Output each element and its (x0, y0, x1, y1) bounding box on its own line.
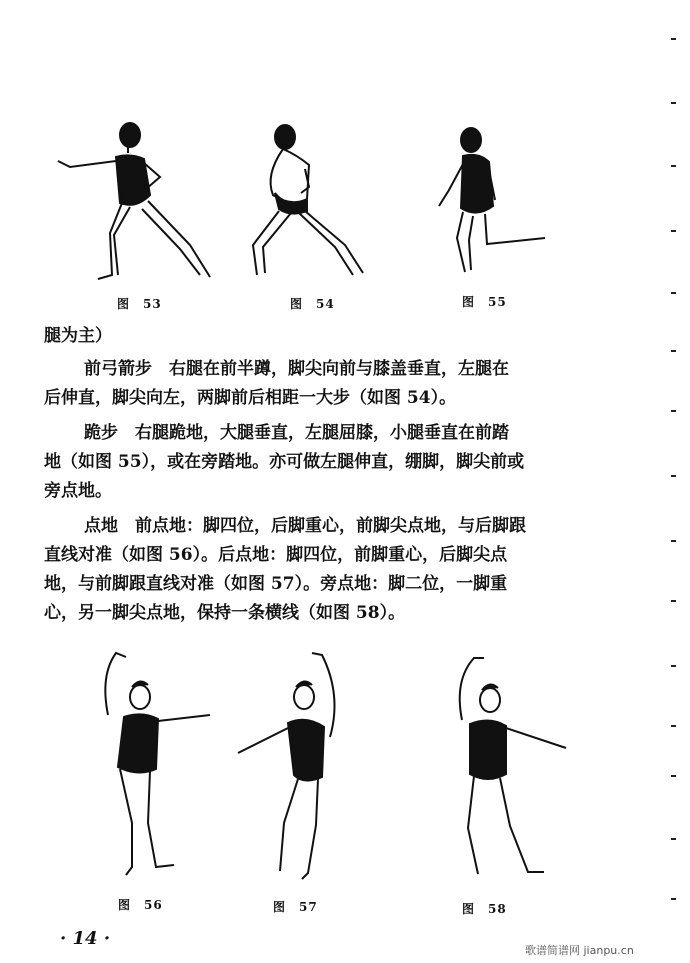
edge-mark (671, 230, 676, 232)
edge-mark (671, 350, 676, 352)
caption-54: 图 54 (290, 297, 335, 311)
edge-mark (671, 102, 676, 104)
dancer-illustration-back-point (232, 645, 352, 885)
edge-mark (671, 540, 676, 542)
edge-mark (671, 165, 676, 167)
paragraph-3-line-1: 点地 前点地：脚四位，后脚重心，前脚尖点地，与后脚跟 (84, 516, 526, 536)
edge-mark (671, 838, 676, 840)
dancer-illustration-front-point (92, 645, 222, 880)
figure-57 (232, 645, 352, 885)
edge-mark (671, 775, 676, 777)
paragraph-1-line-2: 后伸直，脚尖向左，两脚前后相距一大步（如图 54）。 (44, 388, 457, 408)
figure-53 (50, 115, 230, 290)
figure-54 (235, 115, 375, 280)
dancer-illustration-kneeling (425, 120, 565, 280)
figure-55 (425, 120, 565, 280)
caption-56: 图 56 (118, 898, 163, 912)
paragraph-2-line-3: 旁点地。 (44, 481, 112, 501)
caption-57: 图 57 (273, 900, 318, 914)
page-number: · 14 · (60, 928, 111, 949)
edge-mark (671, 898, 676, 900)
paragraph-3-line-2: 直线对准（如图 56）。后点地：脚四位，前脚重心，后脚尖点 (44, 545, 508, 565)
figure-58 (448, 650, 578, 885)
dancer-illustration-forward-lunge (235, 115, 375, 280)
dancer-illustration-side-point (448, 650, 578, 885)
figure-56 (92, 645, 222, 880)
edge-mark (671, 665, 676, 667)
edge-mark (671, 725, 676, 727)
edge-mark (671, 410, 676, 412)
edge-mark (671, 292, 676, 294)
paragraph-2-line-1: 跪步 右腿跪地，大腿垂直，左腿屈膝，小腿垂直在前踏 (84, 423, 509, 443)
watermark: 歌谱简谱网 jianpu.cn (525, 944, 634, 957)
caption-53: 图 53 (117, 297, 162, 311)
caption-55: 图 55 (462, 295, 507, 309)
edge-mark (671, 38, 676, 40)
dancer-illustration-lunge (50, 115, 230, 290)
caption-58: 图 58 (462, 902, 507, 916)
edge-mark (671, 600, 676, 602)
edge-mark (671, 475, 676, 477)
paragraph-1-line-1: 前弓箭步 右腿在前半蹲，脚尖向前与膝盖垂直，左腿在 (84, 359, 509, 379)
text-line-0: 腿为主） (44, 326, 112, 346)
paragraph-3-line-4: 心，另一脚尖点地，保持一条横线（如图 58）。 (44, 603, 406, 623)
paragraph-3-line-3: 地，与前脚跟直线对准（如图 57）。旁点地：脚二位，一脚重 (44, 574, 508, 594)
body-text (44, 322, 604, 628)
paragraph-2-line-2: 地（如图 55），或在旁踏地。亦可做左腿伸直，绷脚，脚尖前或 (44, 452, 525, 472)
